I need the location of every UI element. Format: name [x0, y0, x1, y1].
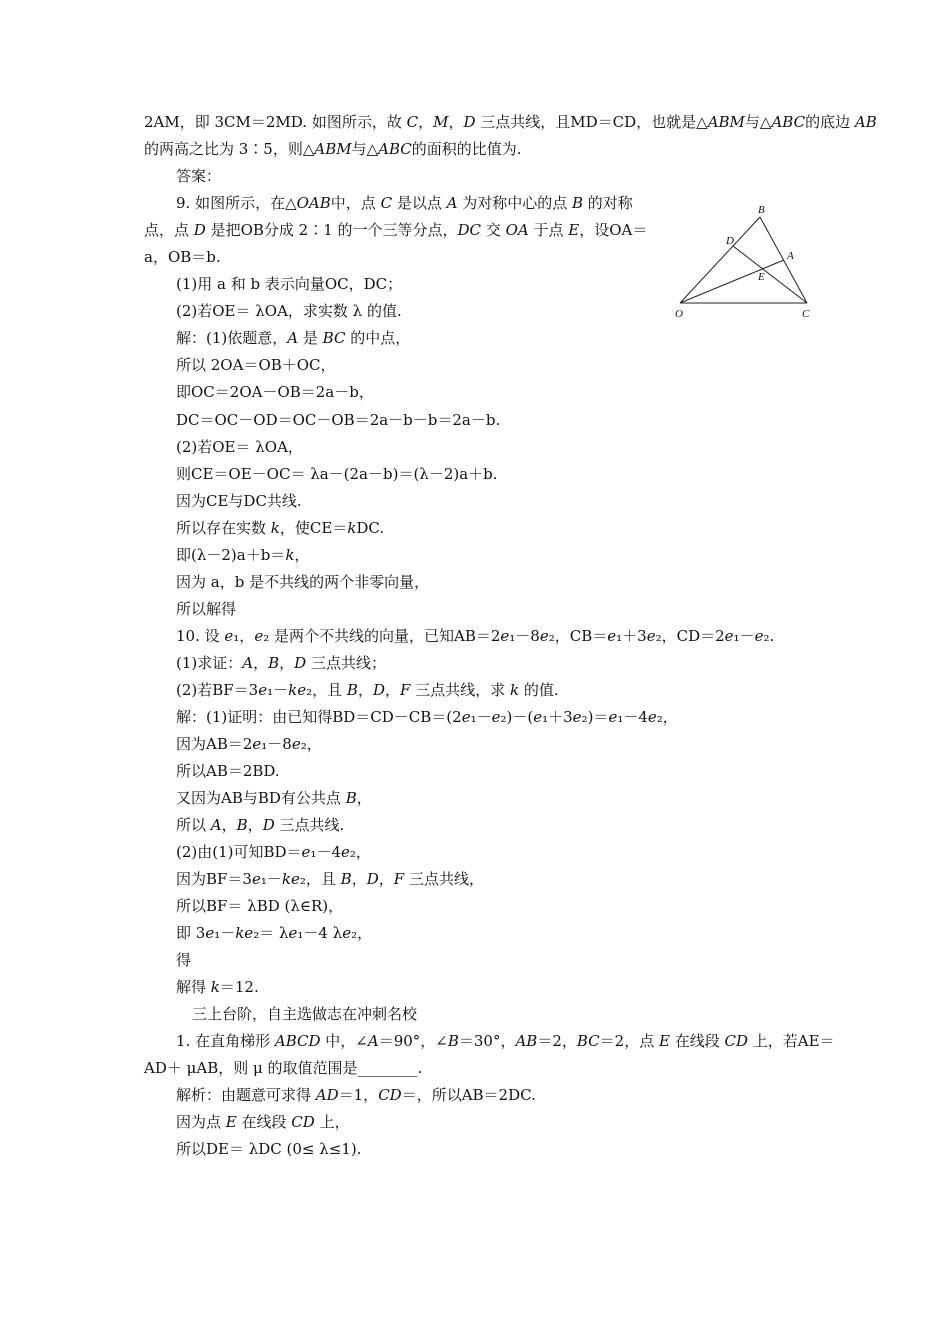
text-run: k: [509, 681, 520, 699]
text-run: 所以: [176, 816, 211, 834]
text-run: ₂)＝: [581, 708, 609, 726]
text-run: D: [193, 221, 206, 239]
text-run: ABM: [314, 140, 352, 158]
text-line: [176, 707, 678, 727]
text-run: 三点共线，且MD＝CD，也就是△: [475, 113, 708, 131]
text-run: ABC: [378, 140, 412, 158]
text-run: DC: [457, 221, 482, 239]
text-line: [192, 1004, 417, 1024]
text-run: ₁，: [233, 627, 255, 645]
text-run: e: [646, 627, 656, 645]
text-run: ＝2，点: [599, 1032, 659, 1050]
text-run: ₂，CB＝: [548, 627, 608, 645]
text-run: 三点共线；: [306, 654, 386, 672]
segment-DC: [733, 246, 807, 303]
text-line: [176, 355, 336, 375]
text-run: BC: [322, 329, 346, 347]
label-C: C: [802, 308, 810, 320]
text-run: ₁－: [214, 924, 236, 942]
text-run: B: [236, 816, 248, 834]
text-line: [176, 896, 343, 916]
text-run: D: [294, 654, 307, 672]
text-run: 在线段: [236, 1113, 292, 1131]
text-run: CD: [378, 1086, 402, 1104]
text-line: [176, 815, 344, 835]
text-run: e: [342, 924, 352, 942]
text-line: [144, 1058, 422, 1078]
text-line: [176, 274, 402, 294]
text-run: ₂，: [656, 708, 678, 726]
text-run: 上，若AE＝: [747, 1032, 835, 1050]
text-run: 因为BF＝3: [176, 870, 252, 888]
text-run: 三点共线.: [274, 816, 345, 834]
segment-OB: [680, 217, 760, 303]
text-line: [144, 247, 221, 267]
text-line: [176, 518, 384, 538]
text-run: DC.: [356, 519, 385, 537]
text-run: 解：(1)证明：由已知得BD＝CD－CB＝(2: [176, 708, 462, 726]
text-run: ，: [351, 870, 367, 888]
text-run: 与△: [744, 113, 772, 131]
text-run: ke: [288, 681, 307, 699]
text-run: ，: [279, 654, 295, 672]
text-run: ₂.: [763, 627, 775, 645]
text-run: A: [287, 329, 299, 347]
text-run: e: [607, 627, 617, 645]
text-run: ₂，且: [306, 681, 347, 699]
text-run: 因为AB＝2: [176, 735, 253, 753]
text-run: k: [210, 978, 220, 996]
text-run: ABM: [707, 113, 745, 131]
text-run: 又因为AB与BD有公共点: [176, 789, 346, 807]
text-run: D: [262, 816, 275, 834]
text-run: ＝30°，: [458, 1032, 516, 1050]
text-run: ₁＋3: [542, 708, 573, 726]
text-run: e: [724, 627, 734, 645]
text-run: M: [433, 113, 449, 131]
text-run: OAB: [296, 194, 331, 212]
text-run: ₁＋3: [616, 627, 647, 645]
text-run: ₁－8: [509, 627, 540, 645]
text-run: 解：(1)依题意，: [176, 329, 288, 347]
text-run: 是: [298, 329, 323, 347]
text-run: 点，点: [144, 221, 194, 239]
text-run: k: [347, 519, 357, 537]
text-run: e: [291, 735, 301, 753]
text-line: [176, 842, 371, 862]
text-run: C: [380, 194, 393, 212]
text-line: [176, 1139, 362, 1159]
text-run: AD＋ μAB，则 μ 的取值范围是________.: [144, 1059, 423, 1077]
text-line: [176, 301, 402, 321]
text-line: [176, 464, 498, 484]
text-line: [176, 788, 372, 808]
text-line: [176, 382, 374, 402]
text-run: ₁－: [267, 681, 289, 699]
text-line: [176, 545, 309, 565]
label-O: O: [675, 308, 683, 320]
text-run: ₂ 是两个不共线的向量，已知AB＝2: [263, 627, 501, 645]
text-run: e: [491, 708, 501, 726]
text-run: (2)由(1)可知BD＝: [176, 843, 302, 861]
text-run: 所以 2OA＝OB＋OC，: [176, 356, 336, 374]
text-line: [176, 680, 559, 700]
text-run: ，: [247, 816, 263, 834]
label-D: D: [726, 235, 734, 247]
text-run: ke: [235, 924, 254, 942]
text-run: C: [406, 113, 419, 131]
text-run: 所以DE＝ λDC (0≤ λ≤1).: [176, 1140, 362, 1158]
text-run: e: [288, 924, 298, 942]
text-run: e: [754, 627, 764, 645]
text-run: ，: [253, 654, 269, 672]
text-run: 9. 如图所示，在△: [176, 194, 297, 212]
text-run: 即OC＝2OA－OB＝2a－b，: [176, 383, 374, 401]
text-run: (1)求证：: [176, 654, 243, 672]
text-run: 在线段: [669, 1032, 725, 1050]
text-run: 得: [176, 951, 192, 969]
text-run: e: [533, 708, 543, 726]
text-run: 所以BF＝ λBD (λ∈R)，: [176, 897, 344, 915]
text-run: 的中点，: [345, 329, 411, 347]
text-run: 解析：由题意可求得: [176, 1086, 316, 1104]
text-run: ₁－4: [617, 708, 648, 726]
text-line: [176, 572, 429, 592]
text-run: ，: [418, 113, 434, 131]
text-run: e: [341, 843, 350, 861]
text-run: ，: [221, 816, 237, 834]
text-run: CD: [724, 1032, 748, 1050]
text-run: (2)若OE＝ λOA，求实数 λ 的值.: [176, 302, 402, 320]
text-run: 所以解得: [176, 600, 237, 618]
text-run: (1)用 a 和 b 表示向量OC，DC；: [176, 275, 403, 293]
text-run: ₁－4 λ: [297, 924, 343, 942]
text-run: A: [242, 654, 254, 672]
text-run: 中，点: [330, 194, 381, 212]
text-run: F: [400, 681, 411, 699]
text-run: (2)若OE＝ λOA，: [176, 438, 303, 456]
text-line: [176, 166, 221, 186]
text-line: [144, 139, 522, 159]
text-run: 上，: [314, 1113, 350, 1131]
text-run: ，: [294, 546, 310, 564]
text-line: [176, 1085, 536, 1105]
text-run: 答案：: [176, 167, 222, 185]
text-run: 是把OB分成 2∶1 的一个三等分点，: [205, 221, 458, 239]
label-A: A: [787, 250, 794, 262]
text-run: e: [251, 870, 261, 888]
text-run: 2AM，即 3CM＝2MD. 如图所示，故: [144, 113, 407, 131]
label-B: B: [758, 204, 765, 216]
text-run: E: [225, 1113, 237, 1131]
text-run: ，: [357, 681, 373, 699]
text-run: ₂，: [351, 924, 373, 942]
text-line: [176, 328, 410, 348]
text-run: ，使CE＝: [279, 519, 348, 537]
text-run: ＝12.: [219, 978, 259, 996]
text-line: [176, 491, 302, 511]
text-run: ₂，: [300, 735, 322, 753]
text-run: 1. 在直角梯形: [176, 1032, 275, 1050]
text-run: DC＝OC－OD＝OC－OB＝2a－b－b＝2a－b.: [176, 411, 501, 429]
text-run: 交: [481, 221, 506, 239]
text-line: [176, 193, 633, 213]
text-run: e: [539, 627, 549, 645]
text-line: [176, 1031, 835, 1051]
text-run: ＝90°，∠: [378, 1032, 448, 1050]
text-run: A: [210, 816, 222, 834]
text-run: a，OB＝b.: [144, 248, 221, 266]
text-line: [176, 437, 303, 457]
text-run: e: [252, 735, 262, 753]
text-run: ₂，: [349, 843, 371, 861]
text-run: 10. 设: [176, 627, 225, 645]
text-run: D: [366, 870, 379, 888]
text-run: e: [461, 708, 471, 726]
text-run: e: [572, 708, 582, 726]
text-run: 即 3: [176, 924, 206, 942]
text-line: [176, 869, 484, 889]
text-run: ABCD: [274, 1032, 321, 1050]
text-line: [176, 599, 236, 619]
text-line: [176, 950, 191, 970]
text-run: 三点共线，求: [410, 681, 510, 699]
text-run: E: [568, 221, 580, 239]
text-run: 为对称中心的点: [457, 194, 572, 212]
text-run: 的值.: [519, 681, 559, 699]
text-line: [144, 112, 877, 132]
text-run: 中，∠: [320, 1032, 368, 1050]
text-run: 因为 a，b 是不共线的两个非零向量，: [176, 573, 430, 591]
text-run: ₂)－(: [500, 708, 534, 726]
text-run: 于点: [528, 221, 569, 239]
text-run: A: [446, 194, 458, 212]
text-run: 的面积的比值为.: [411, 140, 522, 158]
text-run: B: [345, 789, 357, 807]
text-run: ＝，所以AB＝2DC.: [401, 1086, 536, 1104]
text-run: e: [500, 627, 510, 645]
text-run: B: [571, 194, 584, 212]
text-run: E: [658, 1032, 670, 1050]
text-run: D: [463, 113, 476, 131]
text-run: 所以AB＝2BD.: [176, 762, 280, 780]
text-run: 解得: [176, 978, 211, 996]
text-run: AD: [315, 1086, 339, 1104]
text-run: e: [608, 708, 618, 726]
text-run: B: [340, 870, 352, 888]
text-run: k: [285, 546, 295, 564]
text-run: e: [647, 708, 657, 726]
text-run: 是以点: [392, 194, 447, 212]
text-run: 所以存在实数: [176, 519, 271, 537]
text-run: ₁－4: [310, 843, 341, 861]
text-run: 因为CE与DC共线.: [176, 492, 302, 510]
text-run: 三上台阶，自主选做志在冲刺名校: [192, 1005, 418, 1023]
text-line: [176, 410, 500, 430]
text-line: [176, 761, 280, 781]
text-run: 因为点: [176, 1113, 226, 1131]
text-run: e: [224, 627, 234, 645]
text-line: [176, 626, 774, 646]
text-run: ABC: [771, 113, 806, 131]
text-run: 的对称: [583, 194, 633, 212]
text-run: ＝2，: [537, 1032, 577, 1050]
text-run: AB: [515, 1032, 538, 1050]
text-run: ，: [356, 789, 372, 807]
text-line: [176, 734, 322, 754]
text-line: [176, 923, 372, 943]
text-run: F: [393, 870, 405, 888]
label-E: E: [758, 271, 765, 283]
text-run: k: [270, 519, 280, 537]
text-run: e: [258, 681, 268, 699]
text-run: ＝1，: [338, 1086, 379, 1104]
text-run: ₁－: [470, 708, 492, 726]
text-run: ，: [378, 870, 394, 888]
text-line: [176, 1112, 350, 1132]
text-run: 三点共线，: [404, 870, 484, 888]
text-line: [176, 977, 259, 997]
text-run: B: [268, 654, 280, 672]
segment-OA: [680, 260, 784, 303]
text-run: ₁－: [260, 870, 282, 888]
text-run: 与△: [351, 140, 379, 158]
text-run: B: [447, 1032, 459, 1050]
text-run: e: [205, 924, 215, 942]
text-run: 的底边: [805, 113, 855, 131]
text-run: ，: [384, 681, 400, 699]
text-run: ₂，CD＝2: [655, 627, 725, 645]
text-run: ke: [281, 870, 300, 888]
text-run: ₁－8: [261, 735, 292, 753]
text-run: e: [254, 627, 264, 645]
text-run: BC: [576, 1032, 600, 1050]
text-run: ，设OA＝: [579, 221, 648, 239]
text-run: e: [301, 843, 311, 861]
triangle-figure: [672, 202, 822, 326]
text-run: A: [367, 1032, 379, 1050]
text-run: (2)若BF＝3: [176, 681, 259, 699]
text-run: ₂＝ λ: [253, 924, 289, 942]
text-run: ₁－: [733, 627, 755, 645]
text-line: [144, 220, 647, 240]
text-run: OA: [505, 221, 529, 239]
text-run: 则CE＝OE－OC＝ λa－(2a－b)＝(λ－2)a＋b.: [176, 465, 498, 483]
text-run: AB: [854, 113, 877, 131]
text-run: ₂，且: [299, 870, 341, 888]
text-run: 的两高之比为 3∶5，则△: [144, 140, 315, 158]
text-run: D: [372, 681, 385, 699]
text-run: 即(λ－2)a＋b＝: [176, 546, 286, 564]
text-run: ，: [448, 113, 464, 131]
text-line: [176, 653, 386, 673]
text-run: B: [346, 681, 358, 699]
text-run: CD: [291, 1113, 315, 1131]
